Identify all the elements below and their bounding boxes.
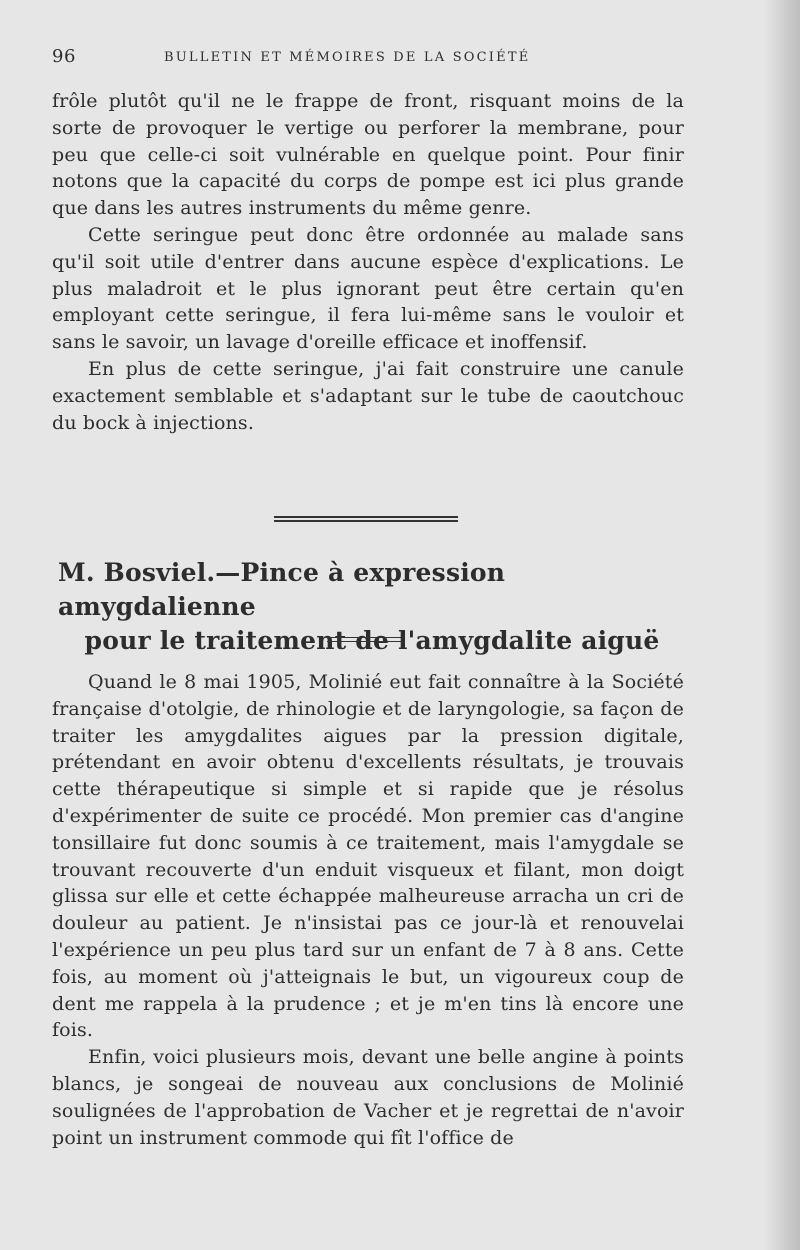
heading-underline-rule [327,637,401,642]
section-heading-line-1: M. Bosviel.—Pince à expression amygdalienne [58,558,506,621]
paragraph-continues: Enfin, voici plusieurs mois, devant une belle angine à points blancs, je songeai de nouveau aux conclusions de Molinié soulignées de l'approbation de Vacher et je regrettai de n'avoir point un instrument commode qui fît l'office de [52,1046,684,1149]
page-number: 96 [52,46,76,67]
page-edge-shadow [764,0,800,1250]
paragraph: Quand le 8 mai 1905, Molinié eut fait connaître à la Société française d'otolgie, de rhinologie et de laryngologie, sa façon de traiter les amygdalites aigues par la pression digitale, prétendant en avoir obtenu d'excellents résultats, je trouvais cette thérapeutique si simple et si rapide que je résolus d'expérimenter de suite ce procédé. Mon premier cas d'angine tonsillaire fut donc soumis à ce traitement, mais l'amygdale se trouvant recouverte d'un enduit visqueux et filant, mon doigt glissa sur elle et cette échappée malheureuse arracha un cri de douleur au patient. Je n'insistai pas ce jour-là et renouvelai l'expérience un peu plus tard sur un enfant de 7 à 8 ans. Cette fois, au moment où j'atteignais le but, un vigoureux coup de dent me rappela à la prudence ; et je m'en tins là encore une fois. [52,671,684,1042]
top-text-block [52,88,684,436]
paragraph: Cette seringue peut donc être ordonnée au malade sans qu'il soit utile d'entrer dans aucune espèce d'explications. Le plus maladroit et le plus ignorant peut être certain qu'en employant cette seringue, il fera lui-même sans le vouloir et sans le savoir, un lavage d'oreille efficace et inoffensif. [52,223,684,354]
section-heading-line-2: pour le traitement de l'amygdalite aiguë [84,626,660,655]
paragraph-continued: frôle plutôt qu'il ne le frappe de front, risquant moins de la sorte de provoquer le vertige ou perforer la membrane, pour peu que celle-ci soit vulnérable en quelque point. Pour finir notons que la capacité du corps de pompe est ici plus grande que dans les autres instruments du même genre. [52,90,684,220]
section-text-block [52,669,684,1151]
running-header [52,46,692,70]
section-heading [52,556,692,658]
section-separator-rule [274,516,458,522]
running-title: BULLETIN ET MÉMOIRES DE LA SOCIÉTÉ [164,50,531,65]
paragraph: En plus de cette seringue, j'ai fait construire une canule exactement semblable et s'adaptant sur le tube de caoutchouc du bock à injections. [52,357,684,434]
